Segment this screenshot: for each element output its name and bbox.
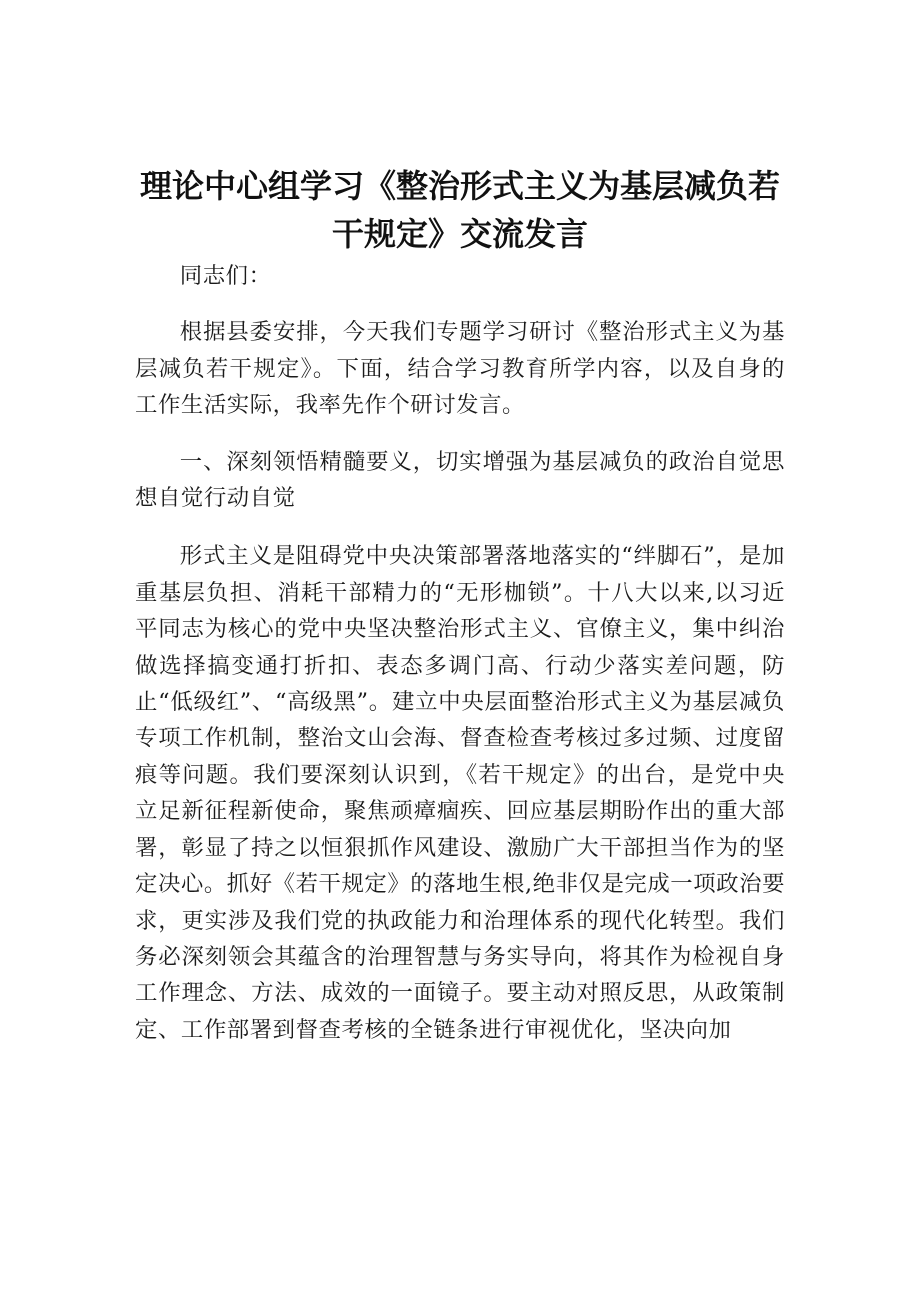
document-title xyxy=(100,162,820,258)
title-line-1: 理论中心组学习《整治形式主义为基层减负若 xyxy=(139,167,780,205)
title-line-2: 干规定》交流发言 xyxy=(331,215,588,253)
section-heading-1: 一、深刻领悟精髓要义，切实增强为基层减负的政治自觉思想自觉行动自觉 xyxy=(135,448,785,512)
paragraph-body: 形式主义是阻碍党中央决策部署落地落实的“绊脚石”，是加重基层负担、消耗干部精力的“无形枷锁”。十八大以来,以习近平同志为核心的党中央坚决整治形式主义、官僚主义，集中纠治做选择搞变通打折扣、表态多调门高、行动少落实差问题，防止“低级红”、“高级黑”。建立中央层面整治形式主义为基层减负专项工作机制，整治文山会海、督查检查考核过多过频、过度留痕等问题。我们要深刻认识到，《若干规定》的出台，是党中央立足新征程新使命，聚焦顽瘴痼疾、回应基层期盼作出的重大部署，彰显了持之以恒狠抓作风建设、激励广大干部担当作为的坚定决心。抓好《若干规定》的落地生根,绝非仅是完成一项政治要求，更实涉及我们党的执政能力和治理体系的现代化转型。我们务必深刻领会其蕴含的治理智慧与务实导向，将其作为检视自身工作理念、方法、成效的一面镜子。要主动对照反思，从政策制定、工作部署到督查考核的全链条进行审视优化，坚决向加 xyxy=(135,543,786,1043)
document-body xyxy=(135,258,785,1068)
paragraph-intro: 根据县委安排，今天我们专题学习研讨《整治形式主义为基层减负若干规定》。下面，结合学习教育所学内容，以及自身的工作生活实际，我率先作个研讨发言。 xyxy=(135,319,785,419)
salutation: 同志们： xyxy=(179,263,272,289)
